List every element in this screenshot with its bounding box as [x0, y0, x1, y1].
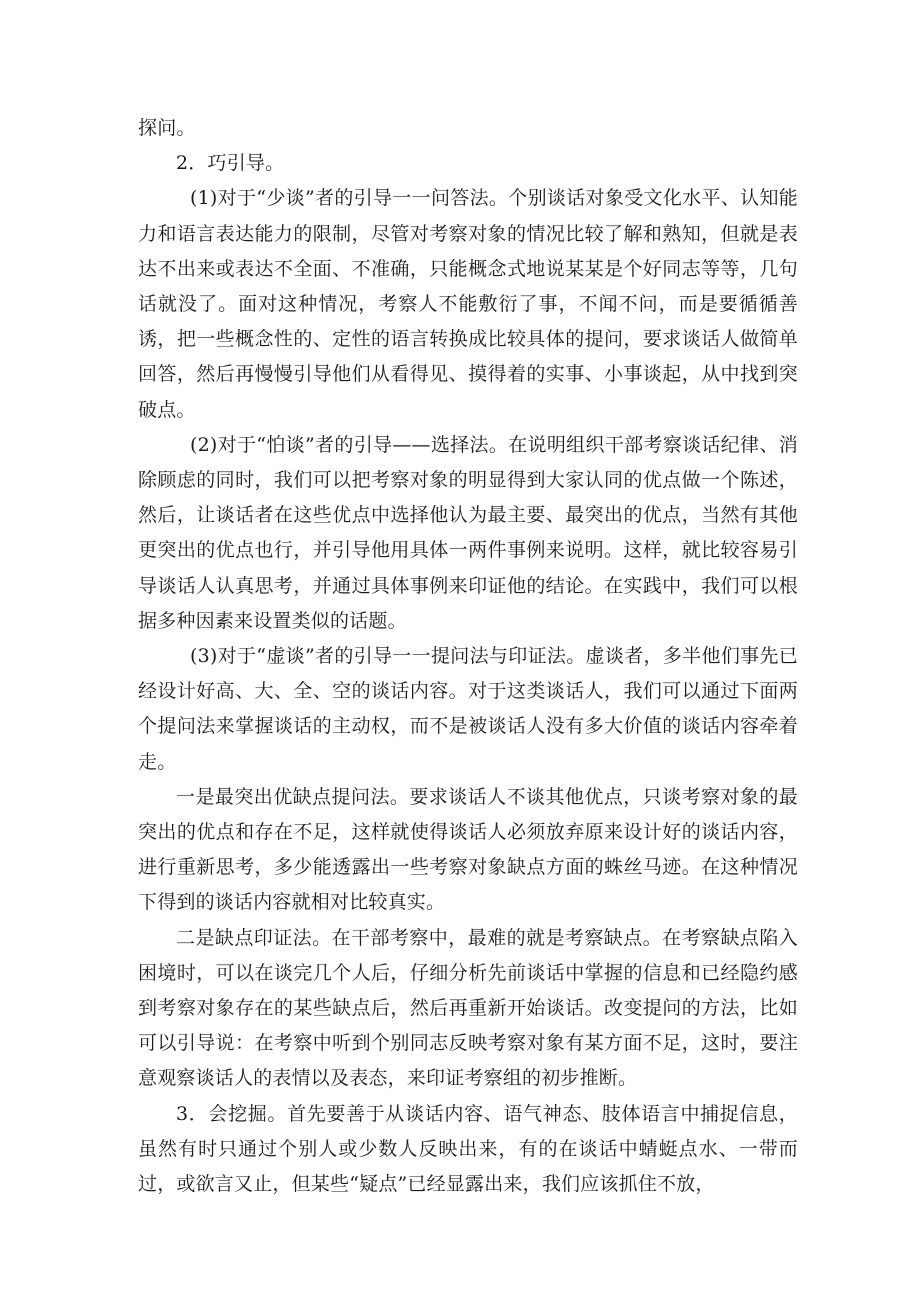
- paragraph-item-3: (3)对于“虚谈”者的引导一一提问法与印证法。虚谈者，多半他们事先已经设计好高、大、全、空的谈话内容。对于这类谈话人，我们可以通过下面两个提问法来掌握谈话的主动权，而不是被谈话人没有多大价值的谈话内容牵着走。: [138, 645, 798, 773]
- section-heading-dig: 3．会挖掘。首先要善于从谈话内容、语气神态、肢体语言中捕捉信息，虽然有时只通过个别人或少数人反映出来，有的在谈话中蜻蜓点水、一带而过，或欲言又止，但某些“疑点”已经显露出来，我们应该抓住不放，: [138, 1102, 798, 1196]
- paragraph-item-2: (2)对于“怕谈”者的引导——选择法。在说明组织干部考察谈话纪律、消除顾虑的同时，我们可以把考察对象的明显得到大家认同的优点做一个陈述，然后，让谈话者在这些优点中选择他认为最主要、最突出的优点，当然有其他更突出的优点也行，并引导他用具体一两件事例来说明。这样，就比较容易引导谈话人认真思考，并通过具体事例来印证他的结论。在实践中，我们可以根据多种因素来设置类似的话题。: [138, 433, 798, 632]
- paragraph-item-1: (1)对于“少谈”者的引导一一问答法。个别谈话对象受文化水平、认知能力和语言表达能力的限制，尽管对考察对象的情况比较了解和熟知，但就是表达不出来或表达不全面、不准确，只能概念式地说某某是个好同志等等，几句话就没了。面对这种情况，考察人不能敷衍了事，不闻不问，而是要循循善诱，把一些概念性的、定性的语言转换成比较具体的提问，要求谈话人做简单回答，然后再慢慢引导他们从看得见、摸得着的实事、小事谈起，从中找到突破点。: [138, 187, 798, 421]
- section-heading-guide: 2．巧引导。: [176, 152, 285, 175]
- paragraph-continuation: 探问。: [138, 117, 196, 139]
- paragraph-method-1: 一是最突出优缺点提问法。要求谈话人不谈其他优点，只谈考察对象的最突出的优点和存在不足，这样就使得谈话人必须放弃原来设计好的谈话内容，进行重新思考，多少能透露出一些考察对象缺点方面的蛛丝马迹。在这种情况下得到的谈话内容就相对比较真实。: [138, 785, 798, 914]
- paragraph-method-2: 二是缺点印证法。在干部考察中，最难的就是考察缺点。在考察缺点陷入困境时，可以在谈完几个人后，仔细分析先前谈话中掌握的信息和已经隐约感到考察对象存在的某些缺点后，然后再重新开始谈话。改变提问的方法，比如可以引导说：在考察中听到个别同志反映考察对象有某方面不足，这时，要注意观察谈话人的表情以及表态，来印证考察组的初步推断。: [138, 926, 798, 1090]
- document-body: [138, 111, 798, 1202]
